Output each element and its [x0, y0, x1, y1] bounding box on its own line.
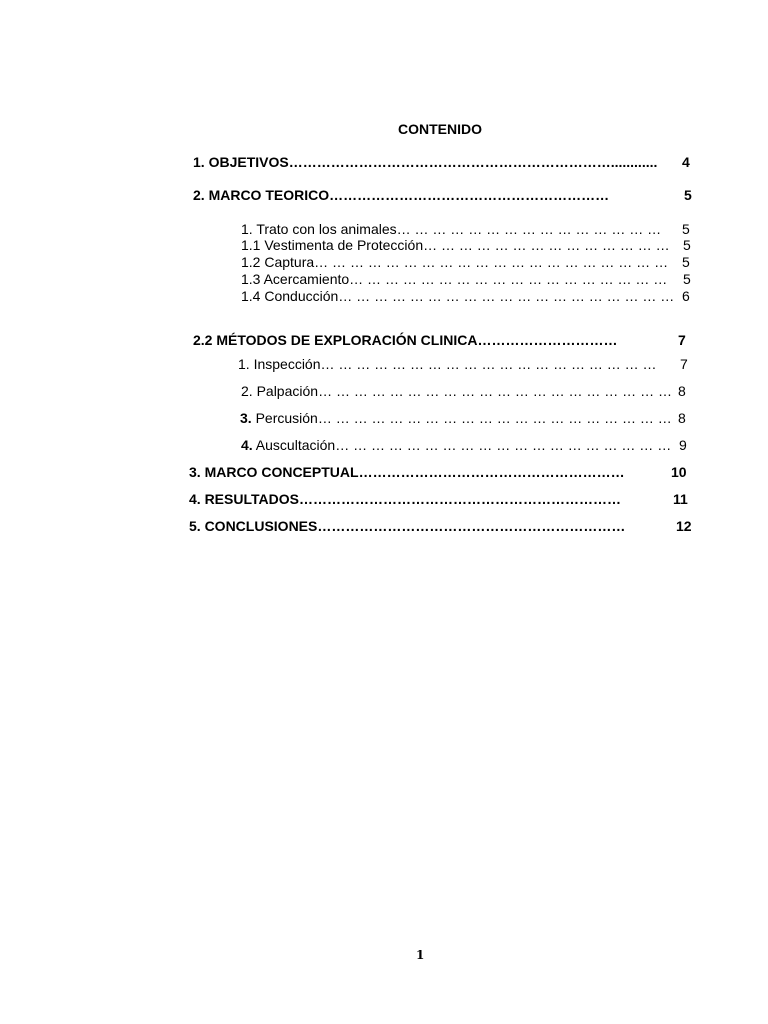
toc-page-number: 11 [673, 491, 688, 507]
toc-entry-label: 2. MARCO TEORICO [193, 187, 330, 203]
toc-entry-label: 1. OBJETIVOS [193, 154, 289, 170]
toc-entry-label: 2. Palpación [241, 383, 319, 399]
toc-page-number: 5 [683, 271, 691, 287]
toc-entry-label: 1.3 Acercamiento [241, 271, 350, 287]
toc-entry-conclusiones [189, 519, 625, 533]
toc-page-number: 5 [684, 187, 692, 203]
toc-page-number: 7 [680, 356, 688, 372]
toc-leader-dots: … … … … … … … … … … … … … … [423, 237, 670, 253]
toc-entry-label: 1.1 Vestimenta de Protección [241, 237, 424, 253]
toc-leader-dots: ………………………………………………… [358, 464, 625, 480]
toc-entry-palpacion [241, 384, 672, 398]
toc-entry-vestimenta [241, 238, 670, 252]
toc-entry-percusion [240, 411, 672, 425]
toc-entry-label: 1.2 Captura [241, 254, 315, 270]
toc-entry-label: 3. MARCO CONCEPTUAL [189, 464, 359, 480]
toc-entry-label: Percusión [251, 410, 318, 426]
toc-entry-trato [241, 222, 661, 236]
toc-leader-dots: ………………………… [477, 332, 618, 348]
toc-leader-dots: ……………………………………………………………............ [288, 154, 658, 170]
toc-page-number: 5 [682, 221, 690, 237]
toc-page-number: 5 [682, 254, 690, 270]
toc-page-number: 5 [683, 237, 691, 253]
toc-entry-metodos [193, 333, 617, 347]
toc-page-number: 6 [682, 288, 690, 304]
toc-entry-conduccion [241, 289, 674, 303]
toc-entry-label: 2.2 MÉTODOS DE EXPLORACIÓN CLINICA [193, 332, 478, 348]
toc-page-number: 8 [678, 410, 686, 426]
toc-leader-dots: … … … … … … … … … … … … … … … … … … … … [318, 383, 672, 399]
toc-leader-dots: … … … … … … … … … … … … … … … [396, 221, 662, 237]
toc-entry-objetivos [193, 155, 657, 169]
toc-leader-dots: ………………………………………………………… [317, 518, 626, 534]
toc-entry-label: 1. Trato con los animales [241, 221, 397, 237]
toc-entry-number: 3. [240, 410, 252, 426]
toc-entry-label: 4. RESULTADOS [189, 491, 299, 507]
toc-entry-acercamiento [241, 272, 667, 286]
toc-leader-dots: …………………………………………………… [329, 187, 610, 203]
toc-entry-number: 4. [241, 437, 253, 453]
toc-page-number: 12 [676, 518, 692, 534]
toc-page-number: 4 [682, 154, 690, 170]
toc-entry-inspeccion [238, 357, 657, 371]
toc-leader-dots: … … … … … … … … … … … … … … … … … … … … [317, 410, 672, 426]
toc-leader-dots: …………………………………………………………… [298, 491, 621, 507]
toc-entry-label: Auscultación [252, 437, 336, 453]
toc-entry-marco-conceptual [189, 465, 625, 479]
toc-entry-resultados [189, 492, 621, 506]
toc-leader-dots: … … … … … … … … … … … … … … … … … … [349, 271, 668, 287]
page-title: CONTENIDO [398, 121, 482, 137]
page-number: 1 [416, 948, 425, 962]
toc-entry-label: 1. Inspección [238, 356, 321, 372]
toc-entry-captura [241, 255, 668, 269]
toc-entry-marco-teorico [193, 188, 609, 202]
toc-page-number: 10 [671, 464, 687, 480]
toc-page-number: 9 [679, 437, 687, 453]
toc-entry-auscultacion [241, 438, 671, 452]
toc-leader-dots: … … … … … … … … … … … … … … … … … … … [338, 288, 675, 304]
toc-leader-dots: … … … … … … … … … … … … … … … … … … … [335, 437, 672, 453]
toc-page-number: 7 [678, 332, 686, 348]
toc-entry-label: 1.4 Conducción [241, 288, 339, 304]
toc-leader-dots: … … … … … … … … … … … … … … … … … … … [320, 356, 657, 372]
toc-entry-label: 5. CONCLUSIONES [189, 518, 318, 534]
toc-page-number: 8 [678, 383, 686, 399]
toc-leader-dots: … … … … … … … … … … … … … … … … … … … … [314, 254, 669, 270]
